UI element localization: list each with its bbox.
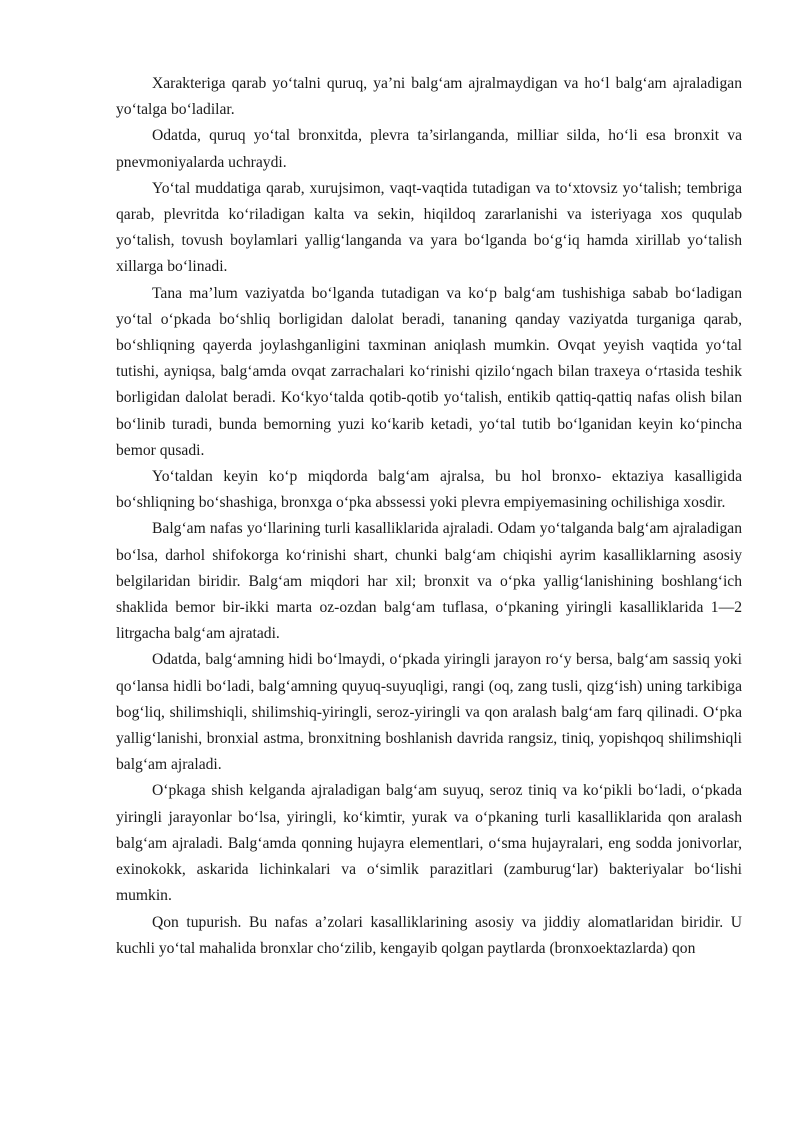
paragraph-hemoptysis: Qon tupurish. Bu nafas a’zolari kasalliklarining asosiy va jiddiy alomatlaridan biridir. U kuchli yo‘tal mahalida bronxlar cho‘zilib, kengayib qolgan paytlarda (bronxoektazlarda) qon bbox=[116, 913, 742, 957]
paragraph-cough-duration: Yo‘tal muddatiga qarab, xurujsimon, vaqt-vaqtida tutadigan va to‘xtovsiz yo‘talish; tembriga qarab, plevritda ko‘riladigan kalta va sekin, hiqildoq zararlanishi va isteriyaga xos ququlab yo‘talish, tovush boylamlari yallig‘langanda va yara bo‘lganda bo‘g‘iq hamda xirillab yo‘talish xillarga bo‘linadi. bbox=[116, 179, 742, 276]
paragraph-pulmonary-edema: O‘pkaga shish kelganda ajraladigan balg‘am suyuq, seroz tiniq va ko‘pikli bo‘ladi, o‘pkada yiringli jarayonlar bo‘lsa, yiringli, ko‘kimtir, yurak va o‘pkaning turli kasalliklarida qon aralash balg‘am ajraladi. Balg‘amda qonning hujayra elementlari, o‘sma hujayralari, eng sodda jonivorlar, exinokokk, askarida lichinkalari va o‘simlik parazitlari (zamburug‘lar) bakteriyalar bo‘lishi mumkin. bbox=[116, 782, 742, 905]
paragraph-sputum-after-cough: Yo‘taldan keyin ko‘p miqdorda balg‘am ajralsa, bu hol bronxo- ektaziya kasalligida bo‘shliqning bo‘shashiga, bronxga o‘pka abssessi yoki plevra empiyemasining ochilishiga xosdir. bbox=[116, 468, 742, 512]
paragraph-dry-wet-cough: Odatda, quruq yo‘tal bronxitda, plevra ta’sirlanganda, milliar silda, ho‘li esa bronxit va pnevmoniyalarda uchraydi. bbox=[116, 127, 742, 171]
document-page bbox=[116, 71, 742, 962]
paragraph-sputum-diseases: Balg‘am nafas yo‘llarining turli kasalliklarida ajraladi. Odam yo‘talganda balg‘am ajraladigan bo‘lsa, darhol shifokorga ko‘rinishi shart, chunki balg‘am chiqishi ayrim kasalliklarning asosiy belgilaridan biridir. Balg‘am miqdori har xil; bronxit va o‘pka yallig‘lanishining boshlang‘ich shaklida bemor bir-ikki marta oz-ozdan balg‘am tuflasa, o‘pkaning yiringli kasalliklarida 1—2 litrgacha balg‘am ajratadi. bbox=[116, 520, 742, 643]
paragraph-sputum-smell: Odatda, balg‘amning hidi bo‘lmaydi, o‘pkada yiringli jarayon ro‘y bersa, balg‘am sassiq yoki qo‘lansa hidli bo‘ladi, balg‘amning quyuq-suyuqligi, rangi (oq, zang tusli, qizg‘ish) uning tarkibiga bog‘liq, shilimshiqli, shilimshiq-yiringli, seroz-yiringli va qon aralash balg‘am farq qilinadi. O‘pka yallig‘lanishi, bronxial astma, bronxitning boshlanish davrida rangsiz, tiniq, yopishqoq shilimshiqli balg‘am ajraladi. bbox=[116, 651, 742, 774]
paragraph-cough-types: Xarakteriga qarab yo‘talni quruq, ya’ni balg‘am ajralmaydigan va ho‘l balg‘am ajraladigan yo‘talga bo‘ladilar. bbox=[116, 75, 742, 119]
paragraph-cough-position: Tana ma’lum vaziyatda bo‘lganda tutadigan va ko‘p balg‘am tushishiga sabab bo‘ladigan yo‘tal o‘pkada bo‘shliq borligidan dalolat beradi, tananing qanday vaziyatda turganiga qarab, bo‘shliqning qayerda joylashganligini taxminan aniqlash mumkin. Ovqat yeyish vaqtida yo‘tal tutishi, ayniqsa, balg‘amda ovqat zarrachalari ko‘rinishi qizilo‘ngach bilan traxeya o‘rtasida teshik borligidan dalolat beradi. Ko‘kyo‘talda qotib-qotib yo‘talish, entikib qattiq-qattiq nafas olish bilan bo‘linib turadi, bunda bemorning yuzi ko‘karib ketadi, yo‘tal tutib bo‘lganidan keyin ko‘pincha bemor qusadi. bbox=[116, 284, 742, 459]
